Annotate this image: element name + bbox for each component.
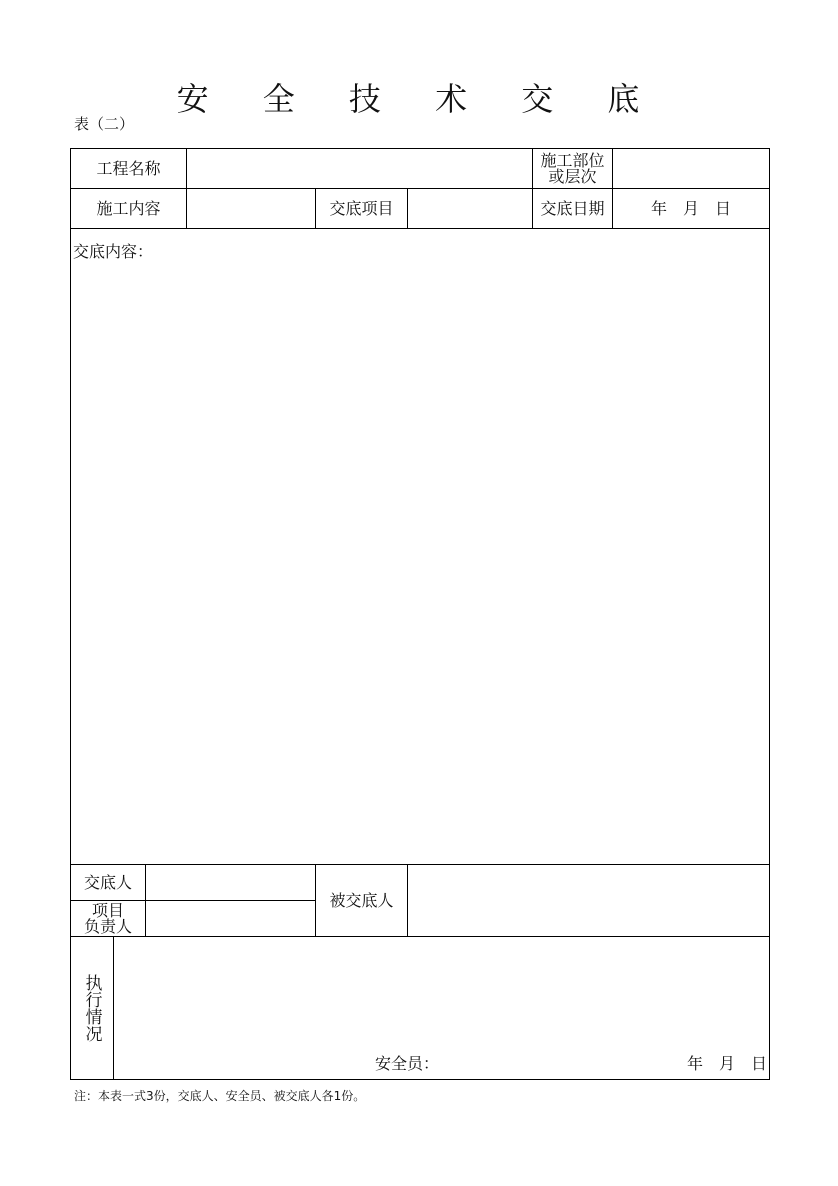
construction-content-label-text: 施工内容 xyxy=(96,198,161,218)
footnote: 注：本表一式3份，交底人、安全员、被交底人各1份。 xyxy=(74,1089,366,1103)
disclosure-date-value: 年 月 日 xyxy=(650,198,731,218)
disclosure-item-label xyxy=(316,189,407,228)
disclosure-date-label xyxy=(533,189,612,228)
execution-date: 年 月 日 xyxy=(687,1054,768,1073)
location-label-line-2: 或层次 xyxy=(548,166,597,186)
disclosure-item-field[interactable] xyxy=(408,189,532,228)
disclosure-form xyxy=(70,148,770,1080)
safety-officer-label: 安全员： xyxy=(375,1054,440,1073)
construction-content-field[interactable] xyxy=(187,189,315,228)
execution-status-label: 执行情况 xyxy=(81,974,102,1042)
row-divider xyxy=(71,228,769,229)
location-label xyxy=(533,149,612,188)
disclosure-content-label: 交底内容： xyxy=(73,242,154,261)
recipient-label-text: 被交底人 xyxy=(329,890,394,910)
discloser-signature-field[interactable] xyxy=(146,865,315,900)
recipient-label xyxy=(316,865,407,936)
project-leader-label-line-1: 项目 xyxy=(91,900,124,920)
construction-content-label xyxy=(71,189,186,228)
discloser-label-text: 交底人 xyxy=(83,872,132,892)
project-leader-label-line-2: 负责人 xyxy=(83,916,132,936)
recipient-signature-field[interactable] xyxy=(408,865,769,936)
location-label-line-1: 施工部位 xyxy=(540,150,605,170)
project-name-field[interactable] xyxy=(187,149,532,188)
document-title: 安 全 技 术 交 底 xyxy=(176,80,662,118)
project-leader-label xyxy=(71,901,145,936)
table-number: 表（二） xyxy=(74,115,135,133)
row-divider xyxy=(71,936,769,937)
project-name-label-text: 工程名称 xyxy=(96,158,161,178)
col-divider xyxy=(113,936,114,1079)
discloser-label xyxy=(71,865,145,900)
project-name-label xyxy=(71,149,186,188)
project-leader-signature-field[interactable] xyxy=(146,901,315,936)
disclosure-item-label-text: 交底项目 xyxy=(329,198,394,218)
disclosure-date-field[interactable] xyxy=(613,189,769,228)
location-field[interactable] xyxy=(613,149,769,188)
disclosure-date-label-text: 交底日期 xyxy=(540,198,605,218)
